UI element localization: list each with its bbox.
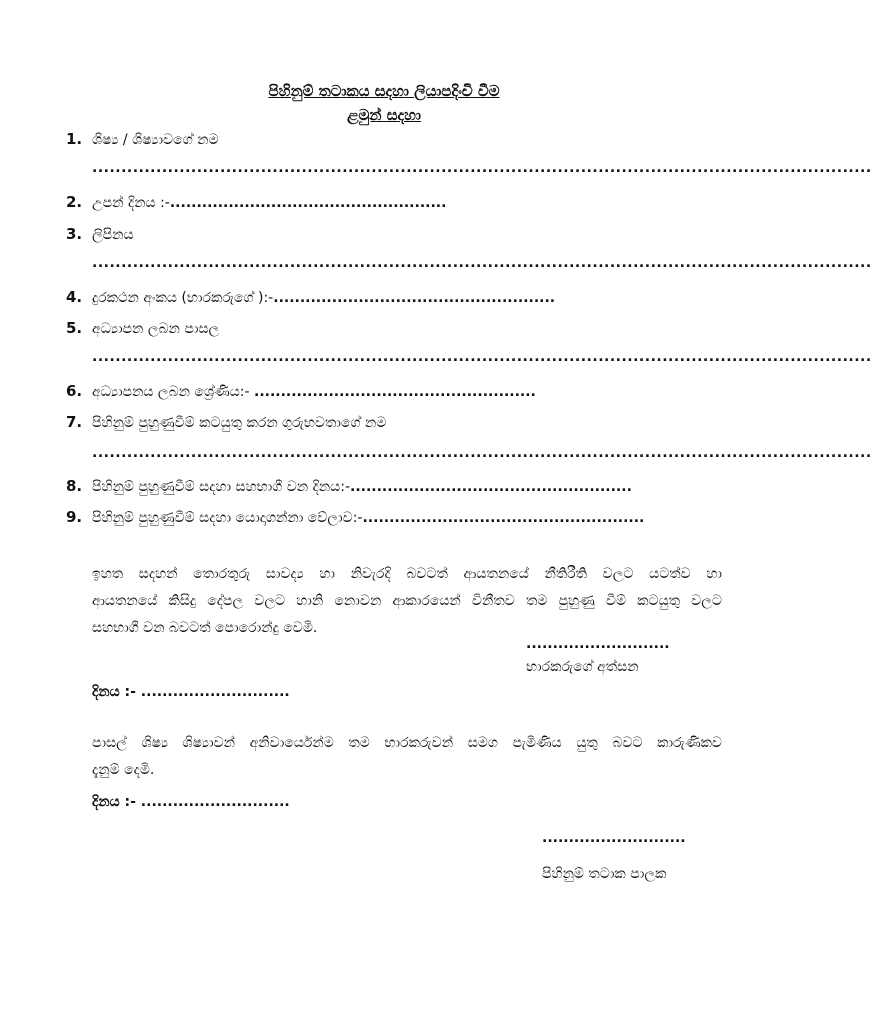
page-title: පිහිනුම් තටාකය සදහා ලියාපදිංචි වීම (268, 82, 500, 100)
fill-line[interactable]: ...................................................................................................................................... (92, 160, 872, 176)
field-label: ලිපිනය (92, 227, 134, 243)
guardian-signature-label: භාරකරුගේ අත්සන (526, 659, 639, 675)
field-number: 9. (66, 508, 83, 526)
notice-line: පාසල් ශිෂ්‍ය ශිෂ්‍යාවන් අනිවාර්යෙන්ම තම භාරකරුවන් සමග පැමිණිය යුතු බවට කාරුණිකව (92, 735, 722, 751)
manager-signature-label: පිහිනුම් තටාක පාලක (542, 866, 667, 882)
field-label: පිහිනුම් පුහුණුවීම් සදහා සහභාගී වන දිනය:- (92, 479, 351, 495)
field-number: 5. (66, 319, 83, 337)
fill-line[interactable]: ...................................................................................................................................... (92, 445, 872, 461)
field-label: උපන් දිනය :- (92, 195, 170, 211)
fill-dots[interactable]: ..................................................... (350, 479, 632, 495)
field-row (92, 383, 536, 401)
guardian-signature-line[interactable]: ........................... (526, 636, 670, 652)
fill-dots[interactable]: ..................................................... (273, 290, 556, 306)
field-label: ශිෂ්‍ය / ශිෂ්‍යාවගේ නම (92, 132, 219, 148)
field-label: පිහිනුම් පුහුණුවීම් සදහා යොදාගන්නා වේලාව:- (92, 510, 363, 526)
declaration-line: සහභාගී වන බවටත් පොරොන්දු වෙමි. (92, 620, 318, 636)
field-number: 2. (66, 193, 83, 211)
field-number: 4. (66, 288, 83, 306)
field-label: දුරකථන අංකය (භාරකරුගේ ):- (92, 290, 274, 306)
notice-paragraph (92, 730, 722, 784)
field-label: අධ්‍යාපනය ලබන ශ්‍රේණිය:- (92, 384, 254, 400)
page-subtitle: ළමුන් සදහා (347, 106, 421, 124)
declaration-line: ඉහත සදහන් තොරතුරු සාවද්‍ය හා නිවැරදි බවටත් ආයතනයේ නීතිරීති වලට යටත්ව හා (92, 566, 722, 582)
field-row (92, 509, 644, 527)
field-label: පිහිනුම් පුහුණුවීම් කටයුතු කරන ගුරුභවතාගේ නම (92, 415, 387, 431)
field-row (92, 194, 446, 212)
field-row (92, 478, 632, 496)
declaration-line: ආයතනයේ කිසිදු දේපල වලට හානි නොවන ආකාරයෙන් විනීතව තම පුහුණු වීම් කටයුතු වලට (92, 593, 722, 609)
manager-signature-line[interactable]: ........................... (542, 830, 686, 846)
notice-line: දැනුම් දෙමි. (92, 762, 155, 778)
declaration-paragraph (92, 561, 722, 642)
field-row (92, 289, 555, 307)
date-field-guardian[interactable]: දිනය :- ............................ (92, 684, 290, 700)
field-number: 3. (66, 225, 83, 243)
date-field-manager[interactable]: දිනය :- ............................ (92, 794, 290, 810)
fill-dots[interactable]: ..................................................... (362, 510, 645, 526)
fill-dots[interactable]: ..................................................... (254, 384, 536, 400)
field-label: අධ්‍යාපන ලබන පාසල (92, 321, 220, 337)
fill-line[interactable]: ...................................................................................................................................... (92, 349, 872, 365)
field-number: 8. (66, 477, 83, 495)
fill-line[interactable]: ...................................................................................................................................... (92, 255, 872, 271)
field-number: 7. (66, 413, 83, 431)
fill-dots[interactable]: .................................................... (169, 195, 447, 211)
field-number: 6. (66, 382, 83, 400)
field-number: 1. (66, 130, 83, 148)
